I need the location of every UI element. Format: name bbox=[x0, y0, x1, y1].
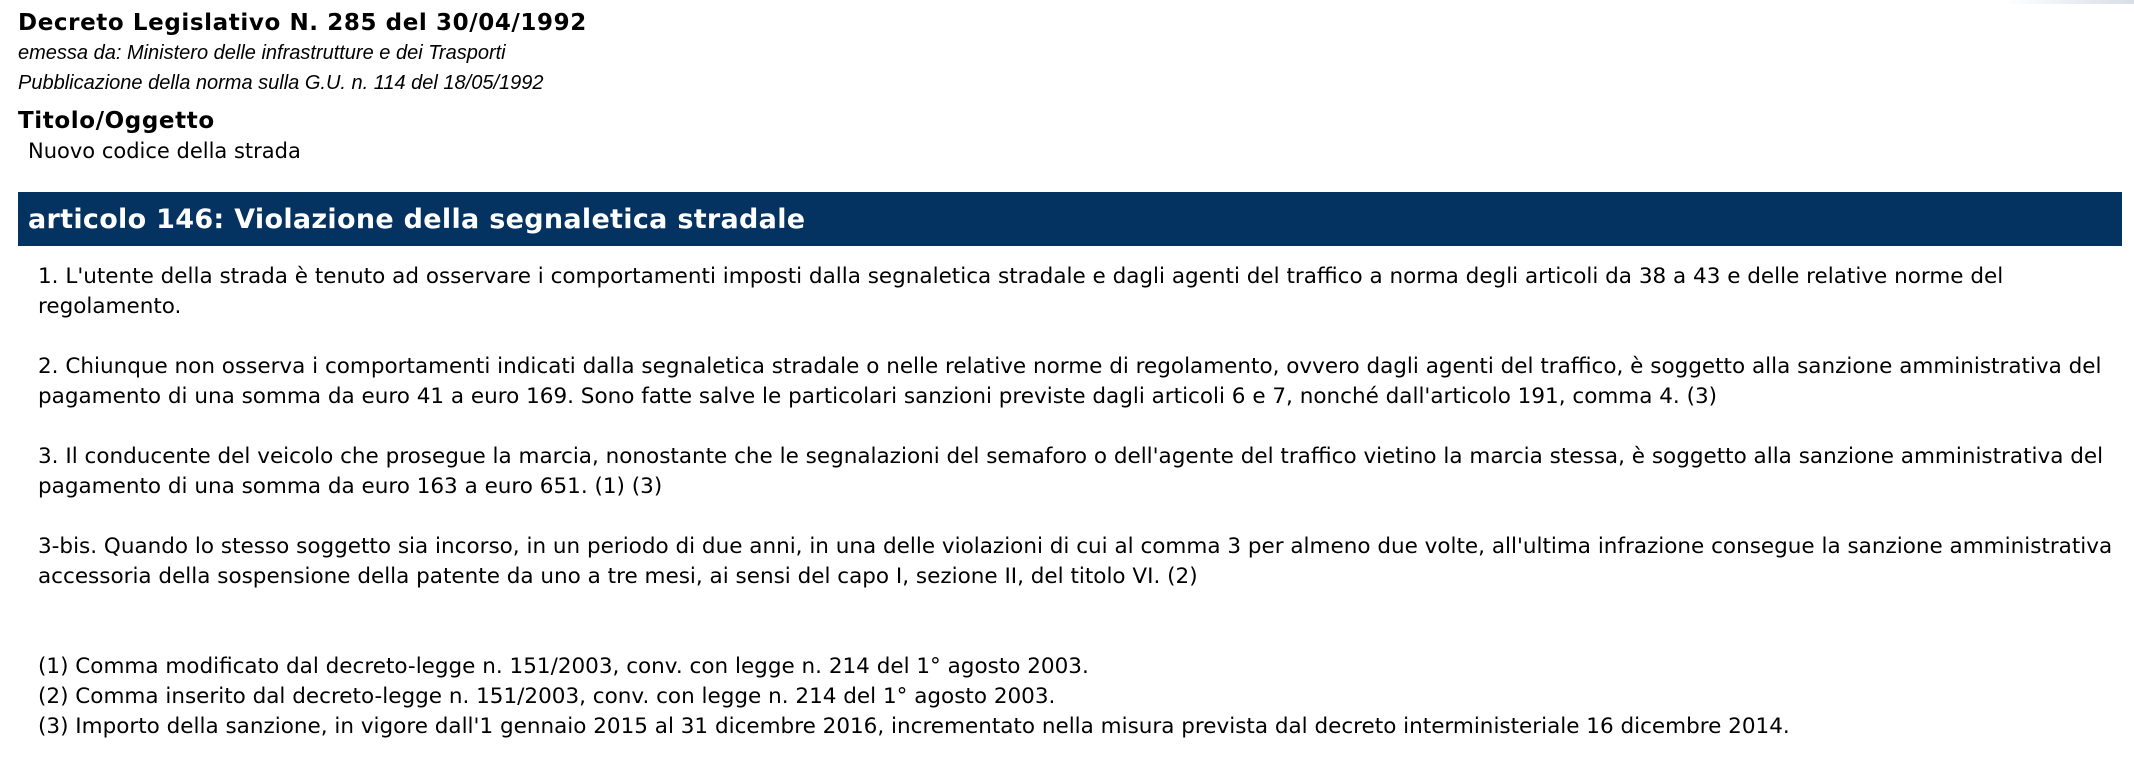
footnote-3: (3) Importo della sanzione, in vigore dall'1 gennaio 2015 al 31 dicembre 2016, incrementato nella misura prevista dal decreto interministeriale 16 dicembre 2014. bbox=[38, 714, 1790, 739]
footnote-2: (2) Comma inserito dal decreto-legge n. 151/2003, conv. con legge n. 214 del 1° agosto 2003. bbox=[38, 684, 1056, 709]
subject-label: Titolo/Oggetto bbox=[18, 108, 215, 134]
subject-value: Nuovo codice della strada bbox=[28, 139, 301, 163]
decree-issuer: emessa da: Ministero delle infrastrutture e dei Trasporti bbox=[18, 42, 506, 64]
article-title-bar bbox=[18, 192, 2122, 246]
article-body bbox=[38, 262, 2118, 742]
decree-header bbox=[18, 8, 1318, 167]
publication-info: Pubblicazione della norma sulla G.U. n. 114 del 18/05/1992 bbox=[18, 72, 544, 94]
article-paragraph-3: 3. Il conducente del veicolo che prosegue la marcia, nonostante che le segnalazioni del semaforo o dell'agente del traffico vietino la marcia stessa, è soggetto alla sanzione amministrativa del pagamento di una somma da euro 163 a euro 651. (1) (3) bbox=[38, 444, 2104, 499]
footnote-1: (1) Comma modificato dal decreto-legge n. 151/2003, conv. con legge n. 214 del 1° agosto 2003. bbox=[38, 654, 1089, 679]
decree-title: Decreto Legislativo N. 285 del 30/04/1992 bbox=[18, 10, 587, 36]
article-title: articolo 146: Violazione della segnaletica stradale bbox=[28, 203, 806, 235]
article-paragraph-1: 1. L'utente della strada è tenuto ad osservare i comportamenti imposti dalla segnaletica stradale e dagli agenti del traffico a norma degli articoli da 38 a 43 e delle relative norme del regolamento. bbox=[38, 264, 2004, 319]
article-paragraph-2: 2. Chiunque non osserva i comportamenti indicati dalla segnaletica stradale o nelle relative norme di regolamento, ovvero dagli agenti del traffico, è soggetto alla sanzione amministrativa del pagamento di una somma da euro 41 a euro 169. Sono fatte salve le particolari sanzioni previste dagli articoli 6 e 7, nonché dall'articolo 191, comma 4. (3) bbox=[38, 354, 2102, 409]
article-paragraph-3-bis: 3-bis. Quando lo stesso soggetto sia incorso, in un periodo di due anni, in una delle violazioni di cui al comma 3 per almeno due volte, all'ultima infrazione consegue la sanzione amministrativa accessoria della sospensione della patente da uno a tre mesi, ai sensi del capo I, sezione II, del titolo VI. (2) bbox=[38, 534, 2113, 589]
corner-decoration bbox=[2004, 0, 2134, 4]
